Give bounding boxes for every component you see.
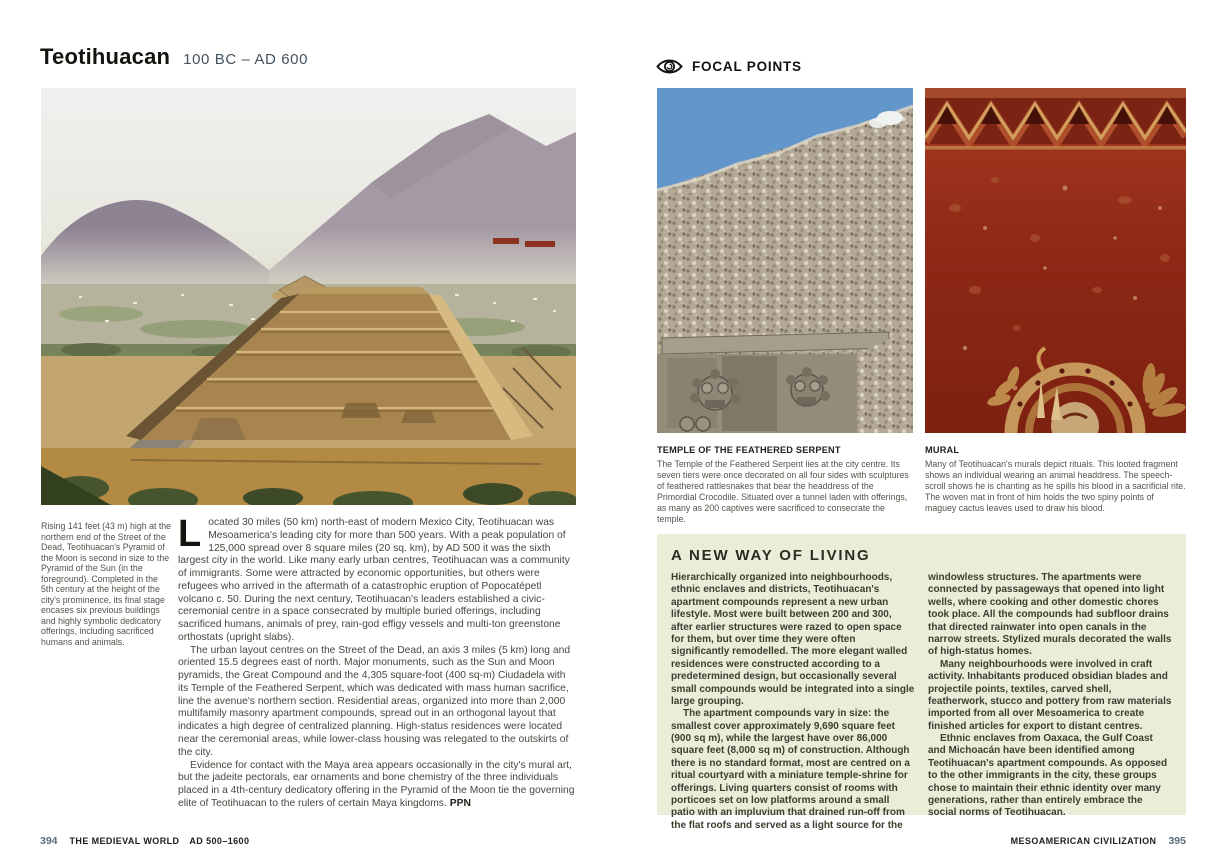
focal-caption-mural [925, 445, 1187, 514]
sidebar-box-paragraph: Many neighbourhoods were involved in craft activity. Inhabitants produced obsidian blades and projectile points, textiles, carved shell, featherwork, stucco and pottery from raw materials imported from all over Mesoamerica to create finished articles for export to distant centres. [928, 658, 1172, 732]
sidebar-box-paragraph: The apartment compounds vary in size: the smallest cover approximately 9,690 square feet (900 sq m), while the largest have over 86,000 square feet (8,000 sq m) of construction. Although there is no standard format, most are centred on a ritual courtyard with a miniature temple-shrine for offerings. Living quarters consist of rooms with porticoes set on low platforms around a small patio with an impluvium that drained run-off from the flat roofs and served as a light source for the [671, 708, 910, 831]
article-paragraph [178, 760, 578, 811]
drop-cap: L [178, 513, 202, 555]
focal-caption-heading: TEMPLE OF THE FEATHERED SERPENT [657, 445, 841, 455]
sidebar-box-paragraph: Ethnic enclaves from Oaxaca, the Gulf Coast and Michoacán have been identified among Teotihuacan's apartment compounds. As opposed to the other immigrants in the city, these groups chose to maintain their ethnic identity over many generations, rather than entirely embrace the social norms of Teotihuacan. [928, 733, 1168, 819]
author-initials: PPN [449, 797, 471, 809]
sidebar-box-heading: A NEW WAY OF LIVING [671, 547, 871, 564]
focal-caption-text: The Temple of the Feathered Serpent lies at the city centre. Its seven tiers were once decorated on all four sides with sculptures of feathered rattlesnakes that bear the headdress of the Primordial Crocodile. Situated over a tunnel laden with offerings, as many as 200 captives were sacrificed to consecrate the temple. [657, 459, 909, 524]
running-head-right: MESOAMERICAN CIVILIZATION [1010, 836, 1157, 846]
footer-left [40, 835, 249, 847]
eye-icon [656, 57, 683, 76]
focal-points-header [656, 57, 802, 76]
sidebar-box-columns [671, 572, 1172, 832]
sidebar-box-new-way-of-living [657, 534, 1186, 831]
focal-caption-serpent [657, 445, 913, 525]
aerial-photo-illustration [41, 88, 576, 505]
article-title: Teotihuacan [40, 44, 171, 69]
article-date-range: 100 BC – AD 600 [183, 51, 309, 68]
photo-mural [925, 88, 1186, 433]
serpent-photo-illustration [657, 88, 913, 433]
sidebar-box-paragraph: Hierarchically organized into neighbourhoods, ethnic enclaves and districts, Teotihuacan's apartment compounds represent a new urban lifestyle. Most were built between 200 and 300, after earlier structures were razed to open space for them, but over time they were often significantly remodelled. The more elegant walled residences were constructed according to a predetermined design, but occasionally several small compounds would be integrated into a single large grouping. [671, 572, 915, 707]
focal-caption-heading: MURAL [925, 445, 960, 455]
focal-caption-text: Many of Teotihuacan's murals depict rituals. This looted fragment shows an individual wearing an animal headdress. The speech-scroll shows he is chanting as he spills his blood in a sacrificial rite. The woven mat in front of him holds the two spiny points of maguey cactus leaves used to draw his blood. [925, 459, 1186, 513]
running-head-dates: AD 500–1600 [189, 836, 250, 846]
footer-right [1011, 835, 1186, 847]
article-paragraph: The urban layout centres on the Street of the Dead, an axis 3 miles (5 km) long and oriented 15.5 degrees east of north. Major monuments, such as the Sun and Moon pyramids, the Great Compound and the 4,305 square-foot (400 sq-m) Ciudadela with its Temple of the Feathered Serpent, which was dedicated with mass human sacrifice, line the avenue's northern section. Residential areas, organized into more than 2,000 multifamily masonry apartment compounds, spread out in an orthogonal layout that indicates a high degree of centralized planning. High-status residences were located near the ceremonial areas, while lower-class housing was relegated to the outskirts of the city. [178, 644, 571, 758]
article-body [178, 513, 578, 811]
sidebar-box-column-2 [928, 572, 1172, 832]
photo-caption: Rising 141 feet (43 m) high at the northern end of the Street of the Dead, Teotihuacan's Pyramid of the Moon is second in size to the Pyramid of the Sun (in the foreground). Completed in the 5th century at the height of the city's prominence, its final stage encases six previous buildings and highly symbolic dedicatory offerings, including sacrificed humans and animals. [41, 521, 172, 648]
article-paragraph-text: Evidence for contact with the Maya area appears occasionally in the city's mural art, but the jadeite pectorals, ear ornaments and bone chemistry of the three individuals placed in a 4th-century dedicatory offering in the Pyramid of the Moon tie the governing elite of Teotihuacan to the rulers of certain Maya kingdoms. [178, 759, 575, 809]
sidebar-box-paragraph: windowless structures. The apartments were connected by passageways that opened into light wells, where cooking and other domestic chores took place. All the compounds had subfloor drains that directed rainwater into open canals in the narrow streets. Stylized murals decorated the walls of high-status homes. [928, 572, 1172, 658]
article-paragraph-text: ocated 30 miles (50 km) north-east of modern Mexico City, Teotihuacan was Mesoamerica's leading city for more than 500 years. With a peak population of 125,000 spread over 8 square miles (20 sq. km), by AD 500 it was the sixth largest city in the world. Like many early urban centres, Teotihuacan was a community of immigrants. Some were attracted by economic opportunities, but others were refugees who arrived in the aftermath of a catastrophic eruption of Popocatépetl volcano c. 50. During the next century, Teotihuacan's leaders established a civic-ceremonial centre in a space consecrated by multiple buried offerings, including sacrificed humans, animals of prey, rain-god effigy vessels and multi-ton greenstone orthostats (upright slabs). [178, 517, 570, 643]
aerial-photo-pyramid-of-the-sun [41, 88, 576, 505]
page-number-left: 394 [40, 835, 58, 847]
running-head-left: THE MEDIEVAL WORLD [69, 836, 180, 846]
page-number-right: 395 [1168, 835, 1186, 847]
focal-points-label: FOCAL POINTS [692, 59, 802, 74]
mural-photo-illustration [925, 88, 1186, 433]
article-paragraph [178, 513, 578, 645]
sidebar-box-column-1 [671, 572, 915, 832]
photo-temple-feathered-serpent [657, 88, 913, 433]
page-title [40, 44, 308, 70]
